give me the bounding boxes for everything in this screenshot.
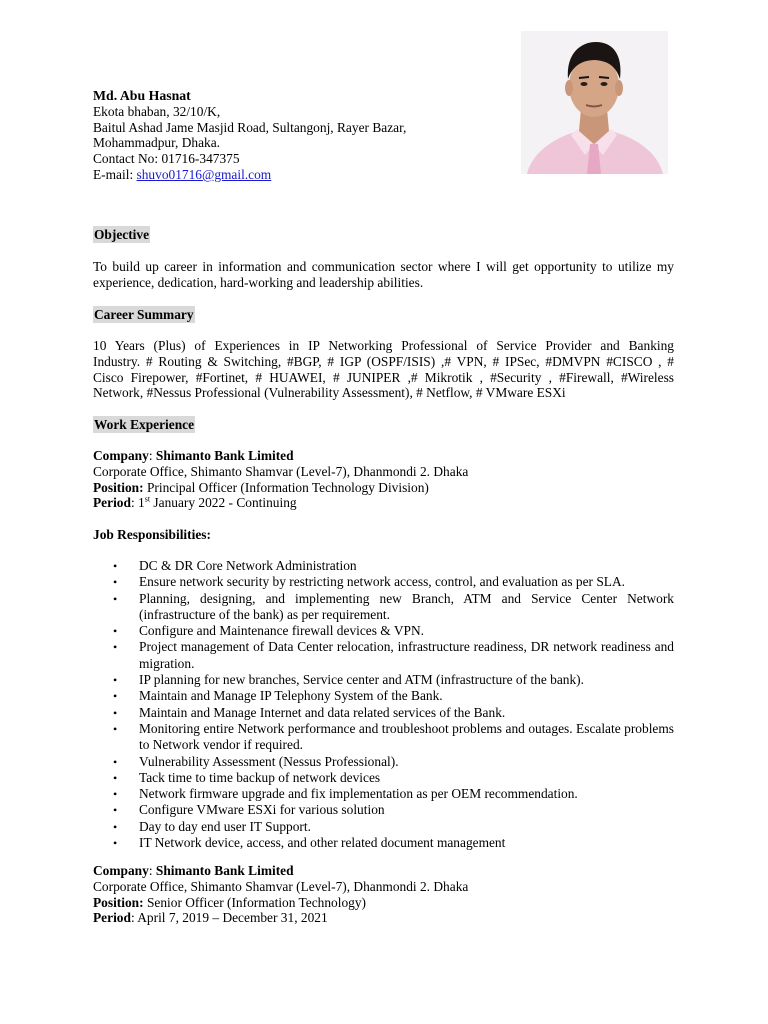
responsibility-text: Vulnerability Assessment (Nessus Professional).	[139, 753, 399, 769]
bullet-icon: •	[113, 803, 118, 818]
responsibility-text: Maintain and Manage IP Telephony System of the Bank.	[139, 688, 443, 704]
company-line: Company: Shimanto Bank Limited	[93, 863, 294, 878]
responsibility-text: Configure and Maintenance firewall devices & VPN.	[139, 623, 424, 639]
profile-photo-icon	[521, 31, 668, 174]
career-summary-heading: Career Summary	[94, 307, 194, 322]
career-summary-line: Network, #Nessus Professional (Vulnerability Assessment), # Netflow, # VMware ESXi	[93, 385, 566, 401]
list-item	[93, 754, 674, 770]
bullet-icon: •	[113, 575, 118, 590]
company-line: Company: Shimanto Bank Limited	[93, 448, 294, 463]
period-value: January 2022 - Continuing	[150, 495, 297, 511]
responsibility-text: IT Network device, access, and other related document management	[139, 835, 506, 851]
list-item	[93, 770, 674, 786]
office-line: Corporate Office, Shimanto Shamvar (Level-7), Dhanmondi 2. Dhaka	[93, 878, 469, 894]
career-summary-line: Cisco Firepower, #Fortinet, # HUAWEI, # JUNIPER ,# Mikrotik , #Security , #Firewall, #Wireless	[93, 369, 674, 385]
company-label: Company	[93, 863, 149, 878]
work-experience-heading-wrap	[93, 416, 195, 433]
responsibility-text: Network firmware upgrade and fix implementation as per OEM recommendation.	[139, 786, 578, 802]
list-item	[93, 721, 674, 754]
company-label: Company	[93, 448, 149, 463]
position-label: Position:	[93, 894, 144, 910]
period-line	[93, 910, 674, 926]
list-item	[93, 623, 674, 639]
career-summary-line: Industry. # Routing & Switching, #BGP, # IGP (OSPF/ISIS) ,# VPN, # IPSec, #DMVPN #CISCO , #	[93, 353, 674, 369]
career-summary-paragraph	[93, 338, 674, 401]
responsibility-text: Configure VMware ESXi for various solution	[139, 802, 385, 818]
bullet-icon: •	[113, 591, 118, 606]
period-label: Period	[93, 910, 131, 926]
bullet-icon: •	[113, 754, 118, 769]
company-name: Shimanto Bank Limited	[155, 863, 294, 878]
address-line: Mohammadpur, Dhaka.	[93, 135, 221, 151]
list-item	[93, 835, 674, 851]
responsibility-text: Tack time to time backup of network devices	[139, 769, 381, 785]
bullet-icon: •	[113, 770, 118, 785]
career-summary-line: 10 Years (Plus) of Experiences in IP Networking Professional of Service Provider and Banking	[93, 338, 674, 353]
period-day-suffix: st	[144, 494, 151, 504]
objective-line: To build up career in information and communication sector where I will get opportunity to utilize my	[93, 259, 674, 274]
position-label: Position:	[93, 479, 144, 495]
list-item	[93, 672, 674, 688]
objective-heading: Objective	[94, 227, 150, 242]
contact-block	[93, 88, 513, 183]
list-item	[93, 639, 674, 672]
position-value: Senior Officer (Information Technology)	[143, 894, 367, 910]
office-line: Corporate Office, Shimanto Shamvar (Level-7), Dhanmondi 2. Dhaka	[93, 463, 469, 479]
email-label: E-mail:	[93, 166, 137, 182]
list-item	[93, 591, 674, 624]
address-line: Ekota bhaban, 32/10/K,	[93, 103, 221, 119]
contact-number: 01716-347375	[161, 151, 240, 167]
company-name: Shimanto Bank Limited	[155, 448, 294, 463]
list-item	[93, 558, 674, 574]
contact-number-line	[93, 151, 513, 167]
responsibility-text: Day to day end user IT Support.	[139, 818, 311, 834]
objective-heading-wrap	[93, 226, 150, 243]
list-item	[93, 786, 674, 802]
responsibility-text: Planning, designing, and implementing new Branch, ATM and Service Center Network (infrastructure of the bank) as per requirement.	[139, 590, 674, 622]
job-responsibilities-heading: Job Responsibilities:	[93, 527, 211, 542]
list-item	[93, 819, 674, 835]
objective-line: experience, dedication, hard-working and leadership abilities.	[93, 274, 424, 290]
responsibilities-list	[93, 558, 674, 851]
bullet-icon: •	[113, 705, 118, 720]
period-value: : April 7, 2019 – December 31, 2021	[130, 910, 328, 926]
bullet-icon: •	[113, 640, 118, 655]
responsibility-text: DC & DR Core Network Administration	[139, 558, 357, 573]
contact-number-label: Contact No:	[93, 151, 162, 167]
responsibility-text: Ensure network security by restricting network access, control, and evaluation as per SLA.	[139, 574, 626, 590]
list-item	[93, 802, 674, 818]
list-item	[93, 688, 674, 704]
objective-paragraph	[93, 259, 674, 291]
address-line: Baitul Ashad Jame Masjid Road, Sultangonj, Rayer Bazar,	[93, 119, 407, 135]
period-line: Period: 1st January 2022 - Continuing	[93, 494, 297, 511]
period-day: 1	[138, 495, 145, 511]
bullet-icon: •	[113, 836, 118, 851]
email-line	[93, 167, 513, 183]
bullet-icon: •	[113, 819, 118, 834]
position-line	[93, 480, 674, 496]
job-entry	[93, 863, 674, 926]
responsibility-text: Maintain and Manage Internet and data related services of the Bank.	[139, 704, 506, 720]
job-entry	[93, 448, 674, 511]
bullet-icon: •	[113, 559, 118, 573]
responsibility-text: IP planning for new branches, Service center and ATM (infrastructure of the bank).	[139, 672, 584, 688]
period-label: Period	[93, 495, 131, 511]
profile-photo	[521, 31, 668, 174]
bullet-icon: •	[113, 673, 118, 688]
work-experience-heading: Work Experience	[94, 417, 195, 432]
candidate-name: Md. Abu Hasnat	[93, 88, 191, 103]
position-line	[93, 895, 674, 911]
responsibility-text: Project management of Data Center relocation, infrastructure readiness, DR network readiness and migration.	[139, 639, 674, 671]
bullet-icon: •	[113, 721, 118, 736]
list-item	[93, 705, 674, 721]
list-item	[93, 574, 674, 590]
bullet-icon: •	[113, 689, 118, 704]
position-value: Principal Officer (Information Technology Division)	[143, 479, 429, 495]
email-link[interactable]: shuvo01716@gmail.com	[136, 166, 272, 182]
responsibility-text: Monitoring entire Network performance and troubleshoot problems and outages. Escalate problems to Network vendor if required.	[139, 720, 674, 753]
bullet-icon: •	[113, 787, 118, 802]
bullet-icon: •	[113, 624, 118, 639]
career-summary-heading-wrap	[93, 306, 195, 323]
